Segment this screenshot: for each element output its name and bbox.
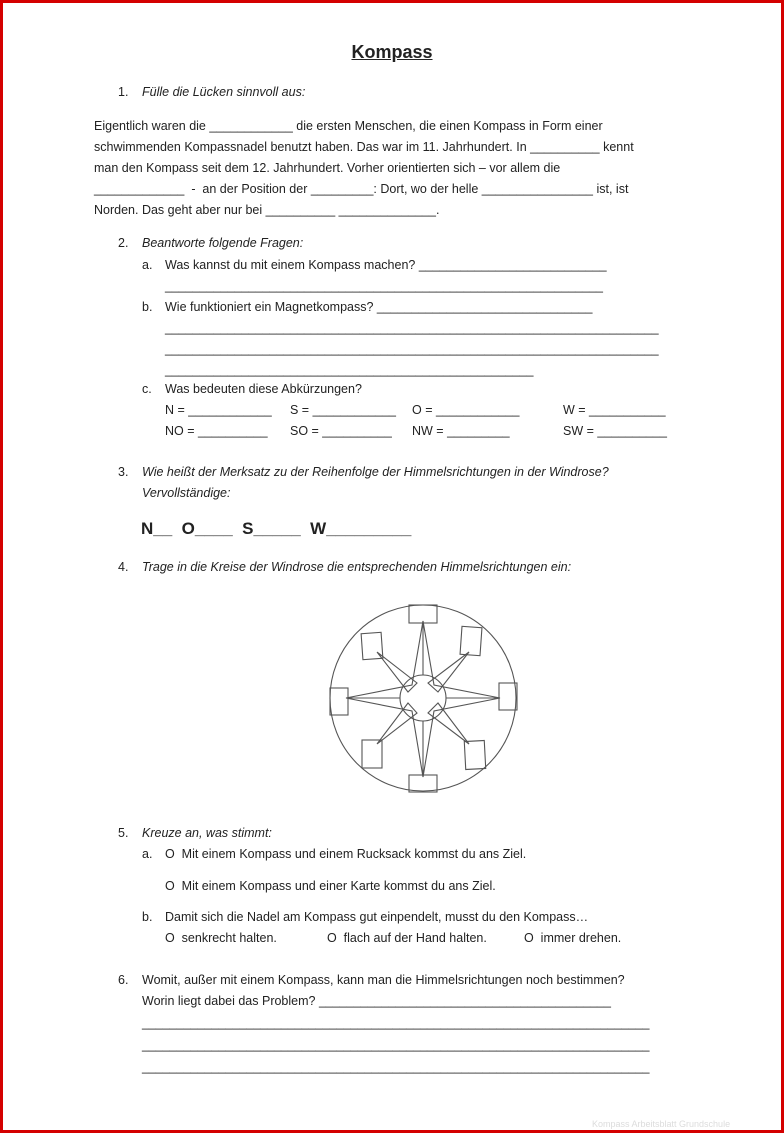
q2b-answer-line: _____________________________________________________ xyxy=(165,363,534,377)
page-title: Kompass xyxy=(351,42,433,62)
abbr-s: S = ____________ xyxy=(290,403,397,417)
q2c-marker: c. xyxy=(142,382,152,396)
q2-heading: Beantworte folgende Fragen: xyxy=(142,236,304,250)
q1-text-line: Norden. Das geht aber nur bei __________ ______________. xyxy=(94,203,440,217)
q6-answer-line: _________________________________________________________________________ xyxy=(142,1060,650,1074)
abbr-o: O = ____________ xyxy=(412,403,520,417)
q1-text-line: schwimmenden Kompassnadel benutzt haben. Das war im 11. Jahrhundert. In __________ kennt xyxy=(94,140,634,154)
q5-number: 5. xyxy=(118,826,129,840)
q2-number: 2. xyxy=(118,236,129,250)
q5b-text: Damit sich die Nadel am Kompass gut einpendelt, musst du den Kompass… xyxy=(165,910,589,924)
q3-number: 3. xyxy=(118,465,129,479)
abbr-no: NO = __________ xyxy=(165,424,268,438)
q6-number: 6. xyxy=(118,973,129,987)
q1-text-line: _____________ - an der Position der _________: Dort, wo der helle ________________ ist, ist xyxy=(94,182,629,196)
q3-heading-line2: Vervollständige: xyxy=(142,486,231,500)
abbr-n: N = ____________ xyxy=(165,403,272,417)
q5b-option-2[interactable]: O flach auf der Hand halten. xyxy=(327,931,487,945)
q2a-marker: a. xyxy=(142,258,153,272)
q2b-text: Wie funktioniert ein Magnetkompass? _______________________________ xyxy=(165,300,593,314)
q1-number: 1. xyxy=(118,85,129,99)
q5b-marker: b. xyxy=(142,910,153,924)
q1-heading: Fülle die Lücken sinnvoll aus: xyxy=(142,85,306,99)
q4-number: 4. xyxy=(118,560,129,574)
q5-heading: Kreuze an, was stimmt: xyxy=(142,826,272,840)
q6-answer-line: _________________________________________________________________________ xyxy=(142,1016,650,1030)
q5a-option-1[interactable]: O Mit einem Kompass und einem Rucksack kommst du ans Ziel. xyxy=(165,847,527,861)
q5a-option-2[interactable]: O Mit einem Kompass und einer Karte kommst du ans Ziel. xyxy=(165,879,496,893)
q5b-option-1[interactable]: O senkrecht halten. xyxy=(165,931,277,945)
q1-text-line: Eigentlich waren die ____________ die ersten Menschen, die einen Kompass in Form einer xyxy=(94,119,603,133)
q6-question-line2: Worin liegt dabei das Problem? __________________________________________ xyxy=(142,994,611,1008)
q5a-marker: a. xyxy=(142,847,153,861)
q6-question: Womit, außer mit einem Kompass, kann man die Himmelsrichtungen noch bestimmen? xyxy=(142,973,625,987)
q2b-answer-line: _______________________________________________________________________ xyxy=(165,321,659,335)
abbr-nw: NW = _________ xyxy=(412,424,510,438)
merksatz-blanks: N__ O____ S_____ W_________ xyxy=(141,519,412,538)
q2a-text: Was kannst du mit einem Kompass machen? ___________________________ xyxy=(165,258,607,272)
abbr-so: SO = __________ xyxy=(290,424,392,438)
q5b-option-3[interactable]: O immer drehen. xyxy=(524,931,622,945)
q4-heading: Trage in die Kreise der Windrose die entsprechenden Himmelsrichtungen ein: xyxy=(142,560,572,574)
q2a-answer-line: _______________________________________________________________ xyxy=(165,279,603,293)
q2b-marker: b. xyxy=(142,300,153,314)
q6-answer-line: _________________________________________________________________________ xyxy=(142,1038,650,1052)
q2b-answer-line: _______________________________________________________________________ xyxy=(165,342,659,356)
compass-rose-drawing xyxy=(322,597,522,799)
q3-heading: Wie heißt der Merksatz zu der Reihenfolge der Himmelsrichtungen in der Windrose? xyxy=(142,465,609,479)
q2c-text: Was bedeuten diese Abkürzungen? xyxy=(165,382,362,396)
q1-text-line: man den Kompass seit dem 12. Jahrhundert. Vorher orientierten sich – vor allem die xyxy=(94,161,561,175)
watermark-text: Kompass Arbeitsblatt Grundschule xyxy=(592,1119,731,1129)
abbr-w: W = ___________ xyxy=(563,403,666,417)
abbr-sw: SW = __________ xyxy=(563,424,667,438)
